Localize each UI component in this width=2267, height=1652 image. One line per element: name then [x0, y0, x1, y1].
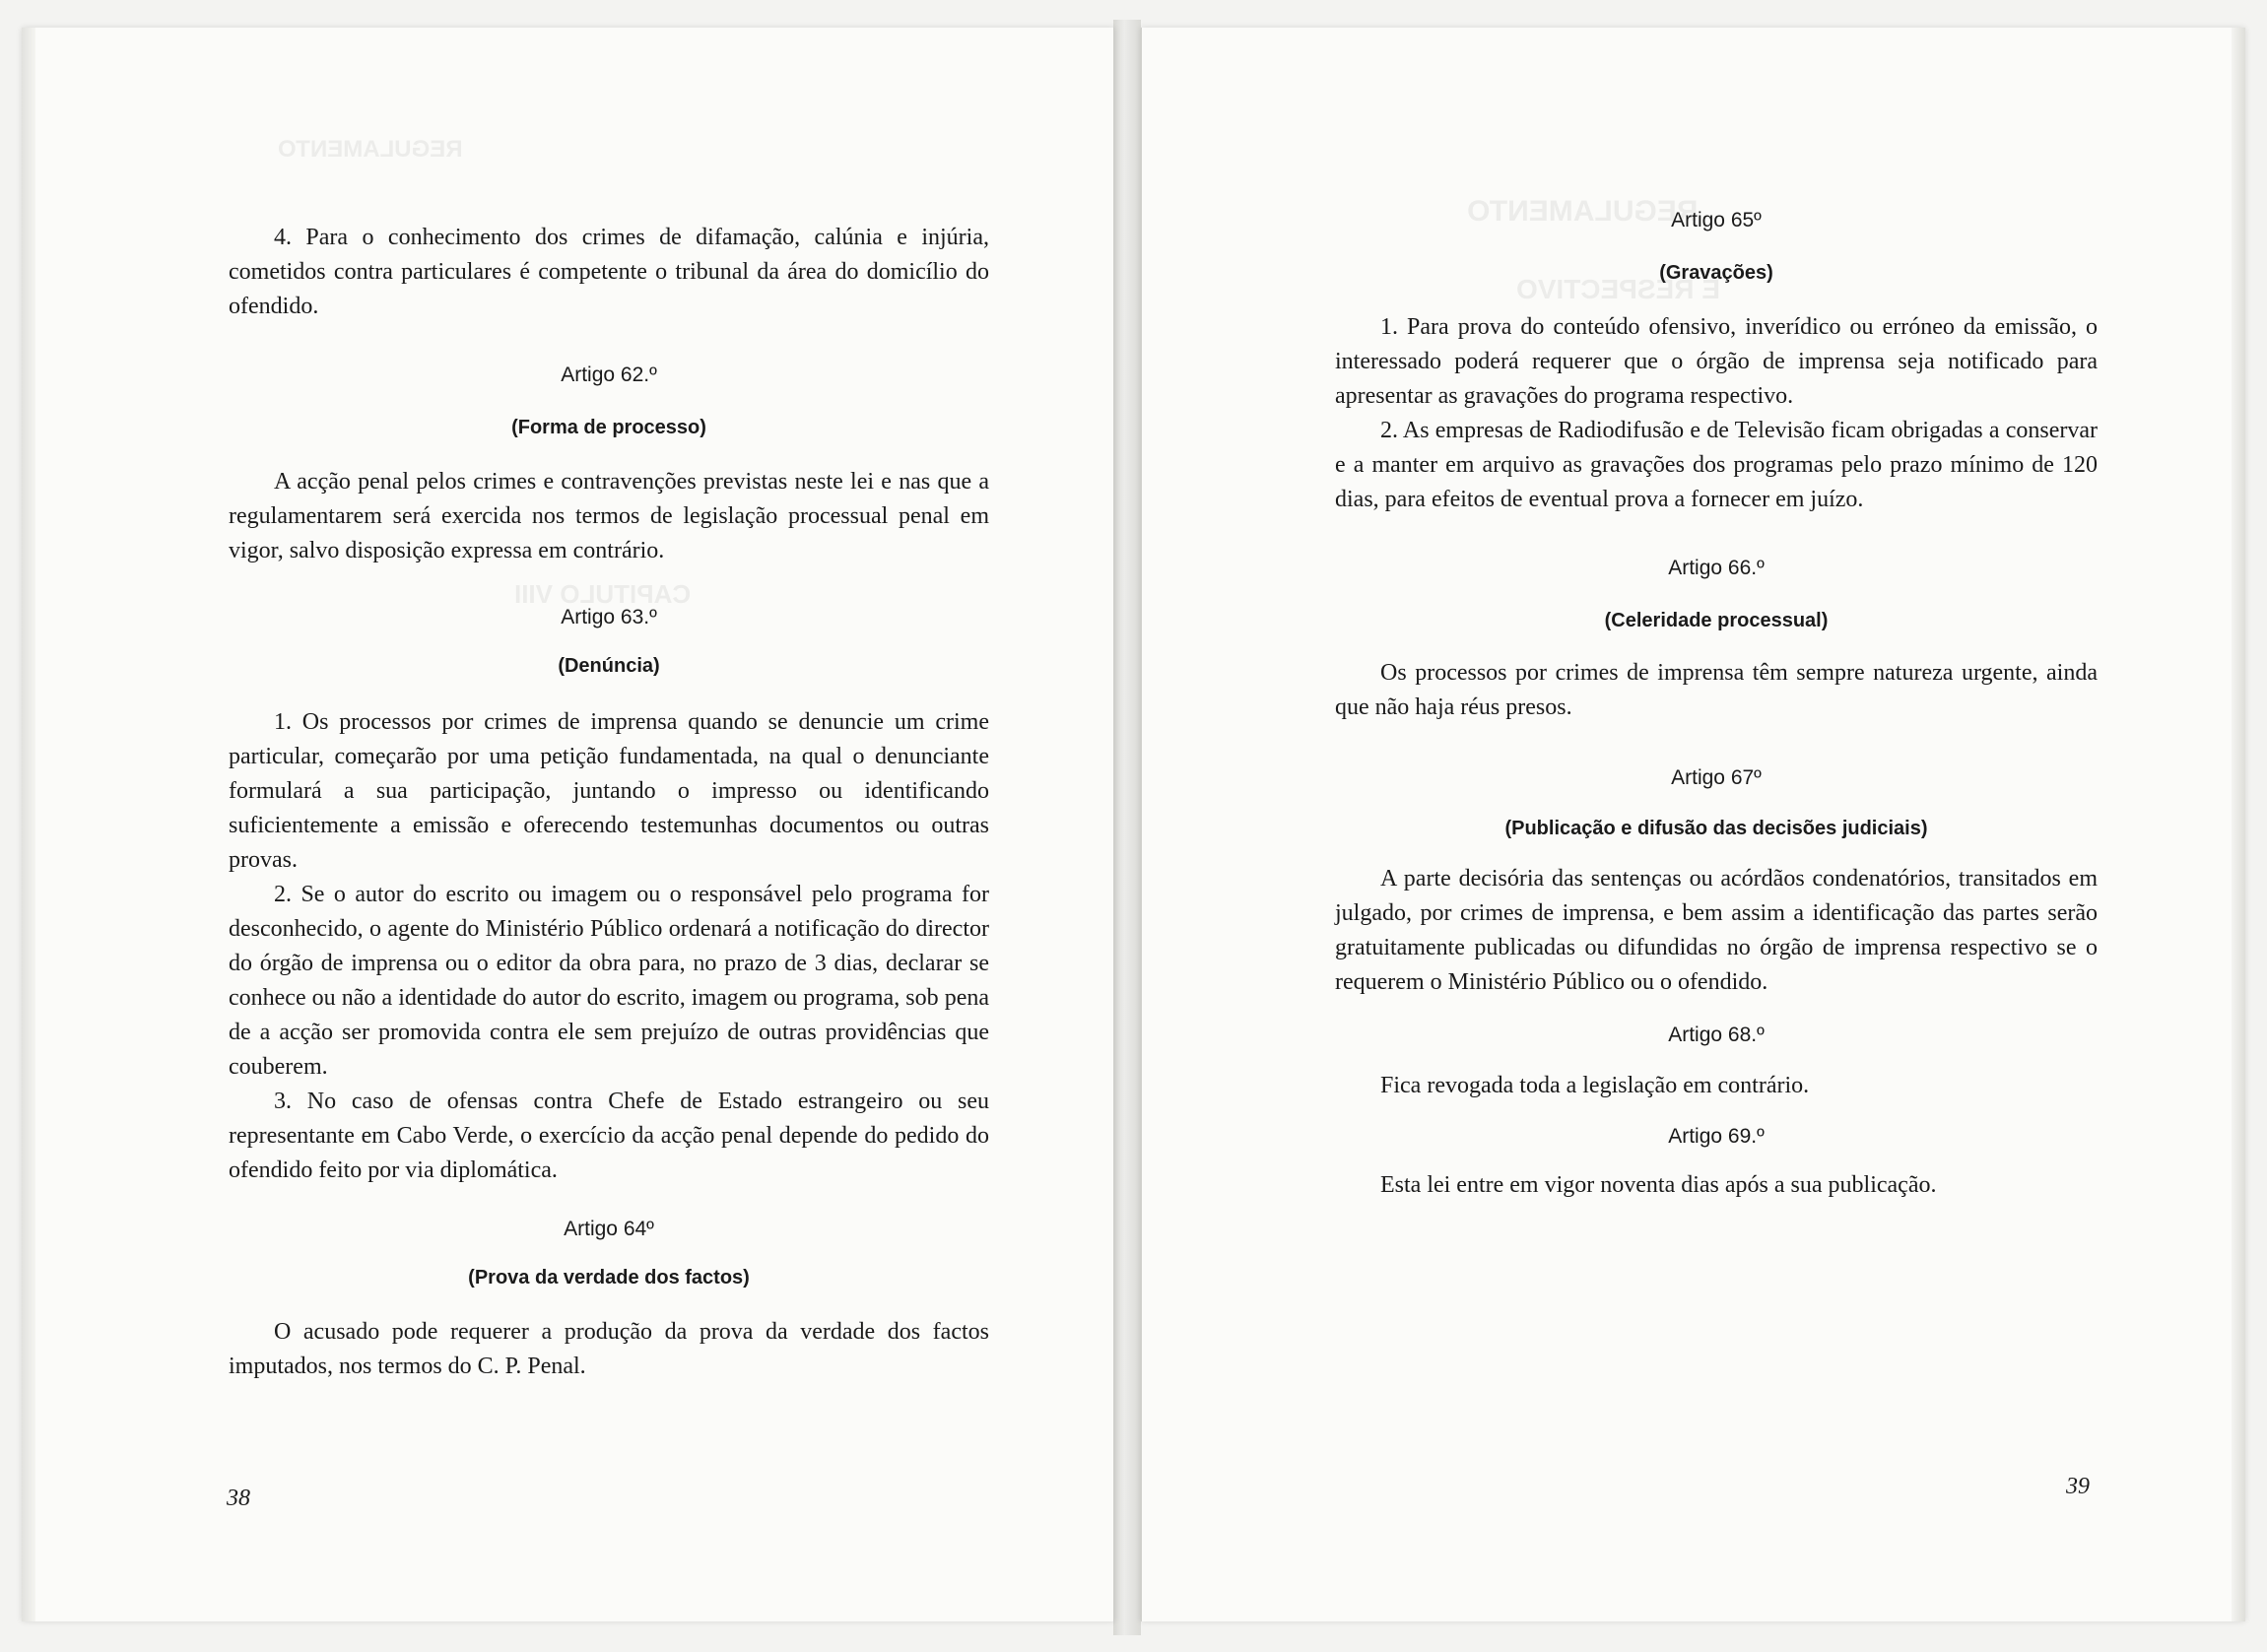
article-65-subtitle: (Gravações): [1659, 262, 1773, 284]
show-through-text: REGULAMENTO: [1467, 195, 1699, 228]
right-page-content: [1335, 209, 2098, 1203]
right-page: [1141, 28, 2245, 1621]
page-edge: [22, 28, 35, 1621]
show-through-text: E RESPECTIVO: [1516, 274, 1720, 304]
page-number: 39: [2066, 1474, 2090, 1499]
article-67-heading: Artigo 67º: [1671, 766, 1762, 789]
article-68-text: Fica revogada toda a legislação em contrário.: [1380, 1073, 1810, 1098]
article-67-subtitle: (Publicação e difusão das decisões judiciais): [1504, 818, 1928, 839]
book-gutter: [1113, 20, 1141, 1635]
article-66-subtitle: (Celeridade processual): [1604, 610, 1829, 631]
article-68-heading: Artigo 68.º: [1668, 1024, 1765, 1046]
left-page-content: [229, 221, 989, 1384]
left-page: [22, 28, 1114, 1621]
article-62-text: A acção penal pelos crimes e contravenções previstas neste lei e nas que a regulamentarem será exercida nos termos de legislação processual penal em vigor, salvo disposição expressa em contrário.: [229, 469, 989, 563]
article-67-text: A parte decisória das sentenças ou acórdãos condenatórios, transitados em julgado, por crimes de imprensa, e bem assim a identificação das partes serão gratuitamente publicadas ou difundidas no órgão de imprensa respectivo se o requerem o Ministério Público ou o ofendido.: [1335, 866, 2098, 995]
paragraph-art61-4: 4. Para o conhecimento dos crimes de difamação, calúnia e injúria, cometidos contra particulares é competente o tribunal da área do domicílio do ofendido.: [229, 225, 989, 319]
page-number: 38: [227, 1486, 250, 1511]
article-66-heading: Artigo 66.º: [1668, 557, 1765, 579]
article-62-heading: Artigo 62.º: [561, 363, 657, 386]
article-69-text: Esta lei entre em vigor noventa dias após a sua publicação.: [1380, 1172, 1937, 1198]
article-63-heading: Artigo 63.º: [561, 606, 657, 628]
article-65-paragraph-1: 1. Para prova do conteúdo ofensivo, inverídico ou erróneo da emissão, o interessado poderá requerer que o órgão de imprensa seja notificado para apresentar as gravações do programa respectivo.: [1335, 314, 2098, 409]
show-through-text: CAPITULO VIII: [514, 579, 692, 609]
article-63-paragraph-1: 1. Os processos por crimes de imprensa quando se denuncie um crime particular, começarão por uma petição fundamentada, na qual o denunciante formulará a sua participação, juntando o impresso ou identificando suficientemente a emissão e oferecendo testemunhas documentos ou outras provas.: [229, 709, 989, 873]
article-66-text: Os processos por crimes de imprensa têm sempre natureza urgente, ainda que não haja réus presos.: [1335, 660, 2098, 720]
article-62-subtitle: (Forma de processo): [511, 417, 706, 438]
article-64-subtitle: (Prova da verdade dos factos): [468, 1267, 750, 1289]
article-64-text: O acusado pode requerer a produção da prova da verdade dos factos imputados, nos termos do C. P. Penal.: [229, 1319, 989, 1379]
article-63-subtitle: (Denúncia): [558, 655, 660, 677]
show-through-text: REGULAMENTO: [278, 136, 463, 163]
article-63-paragraph-2: 2. Se o autor do escrito ou imagem ou o responsável pelo programa for desconhecido, o agente do Ministério Público ordenará a notificação do director do órgão de imprensa ou o editor da obra para, no prazo de 3 dias, declarar se conhece ou não a identidade do autor do escrito, imagem ou programa, sob pena de a acção ser promovida contra ele sem prejuízo de outras providências que couberem.: [229, 882, 989, 1080]
article-63-paragraph-3: 3. No caso de ofensas contra Chefe de Estado estrangeiro ou seu representante em Cabo Verde, o exercício da acção penal depende do pedido do ofendido feito por via diplomática.: [229, 1089, 989, 1183]
article-69-heading: Artigo 69.º: [1668, 1125, 1765, 1148]
page-edge: [2232, 28, 2245, 1621]
article-65-paragraph-2: 2. As empresas de Radiodifusão e de Televisão ficam obrigadas a conservar e a manter em arquivo as gravações dos programas pelo prazo mínimo de 120 dias, para efeitos de eventual prova a fornecer em juízo.: [1335, 418, 2098, 512]
article-64-heading: Artigo 64º: [564, 1218, 654, 1240]
article-65-heading: Artigo 65º: [1671, 209, 1762, 231]
